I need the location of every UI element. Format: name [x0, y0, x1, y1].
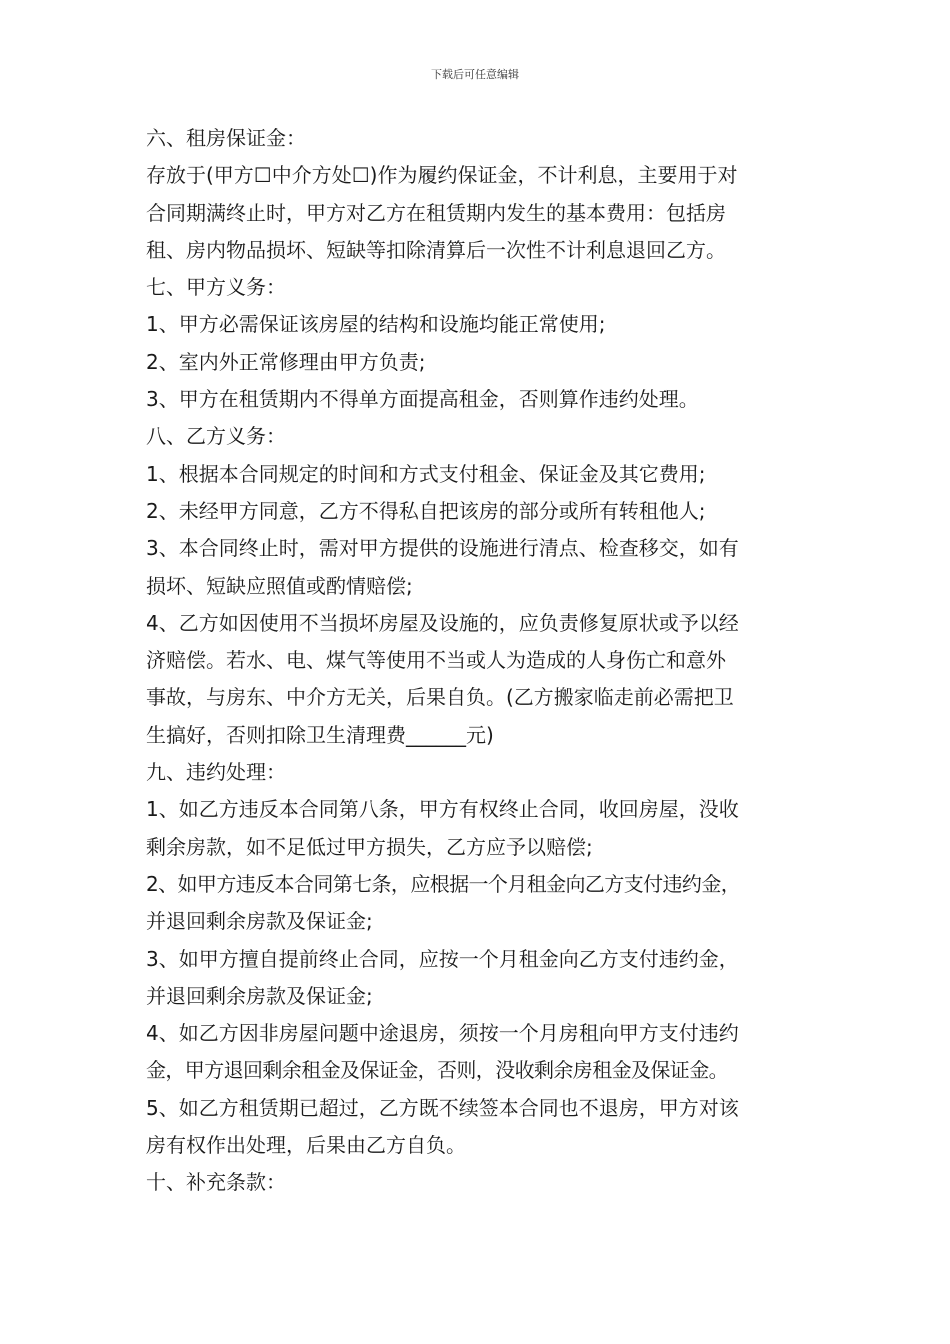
paragraph-line: 房有权作出处理，后果由乙方自负。	[146, 1133, 466, 1158]
page-header: 下载后可任意编辑	[431, 68, 519, 81]
paragraph-line: 1、甲方必需保证该房屋的结构和设施均能正常使用;	[146, 312, 606, 337]
paragraph-line: 3、如甲方擅自提前终止合同，应按一个月租金向乙方支付违约金，	[146, 946, 739, 971]
paragraph-line: 存放于(甲方☐中介方处☐)作为履约保证金，不计利息，主要用于对	[146, 163, 738, 188]
paragraph-line: 1、根据本合同规定的时间和方式支付租金、保证金及其它费用;	[146, 461, 706, 486]
paragraph-line: 2、室内外正常修理由甲方负责;	[146, 349, 426, 374]
paragraph-line: 4、乙方如因使用不当损坏房屋及设施的，应负责修复原状或予以经	[146, 610, 739, 635]
paragraph-line: 事故，与房东、中介方无关，后果自负。(乙方搬家临走前必需把卫	[146, 685, 734, 710]
paragraph-line: 剩余房款，如不足低过甲方损失，乙方应予以赔偿;	[146, 834, 593, 859]
paragraph-line: 合同期满终止时，甲方对乙方在租赁期内发生的基本费用：包括房	[146, 200, 726, 225]
paragraph-line: 并退回剩余房款及保证金;	[146, 909, 373, 934]
section-heading-breach: 九、违约处理：	[146, 760, 286, 785]
document-body	[146, 120, 816, 1202]
paragraph-line: 3、本合同终止时，需对甲方提供的设施进行清点、检查移交，如有	[146, 536, 739, 561]
paragraph-line: 5、如乙方租赁期已超过，乙方既不续签本合同也不退房，甲方对该	[146, 1095, 739, 1120]
paragraph-line: 生搞好，否则扣除卫生清理费______元)	[146, 722, 494, 747]
section-heading-supplementary: 十、补充条款：	[146, 1170, 286, 1195]
paragraph-line: 1、如乙方违反本合同第八条，甲方有权终止合同，收回房屋，没收	[146, 797, 739, 822]
paragraph-line: 金，甲方退回剩余租金及保证金，否则，没收剩余房租金及保证金。	[146, 1058, 728, 1083]
paragraph-line: 济赔偿。若水、电、煤气等使用不当或人为造成的人身伤亡和意外	[146, 648, 726, 673]
paragraph-line: 2、未经甲方同意，乙方不得私自把该房的部分或所有转租他人;	[146, 498, 706, 523]
paragraph-line: 3、甲方在租赁期内不得单方面提高租金，否则算作违约处理。	[146, 387, 699, 412]
paragraph-line: 租、房内物品损坏、短缺等扣除清算后一次性不计利息退回乙方。	[146, 237, 726, 262]
paragraph-line: 4、如乙方因非房屋问题中途退房，须按一个月房租向甲方支付违约	[146, 1021, 739, 1046]
section-heading-deposit: 六、租房保证金：	[146, 126, 306, 150]
paragraph-line: 并退回剩余房款及保证金;	[146, 983, 373, 1008]
paragraph-line: 损坏、短缺应照值或酌情赔偿;	[146, 573, 413, 598]
section-heading-party-b-obligations: 八、乙方义务：	[146, 424, 286, 449]
section-heading-party-a-obligations: 七、甲方义务：	[146, 275, 286, 300]
paragraph-line: 2、如甲方违反本合同第七条，应根据一个月租金向乙方支付违约金，	[146, 871, 741, 896]
